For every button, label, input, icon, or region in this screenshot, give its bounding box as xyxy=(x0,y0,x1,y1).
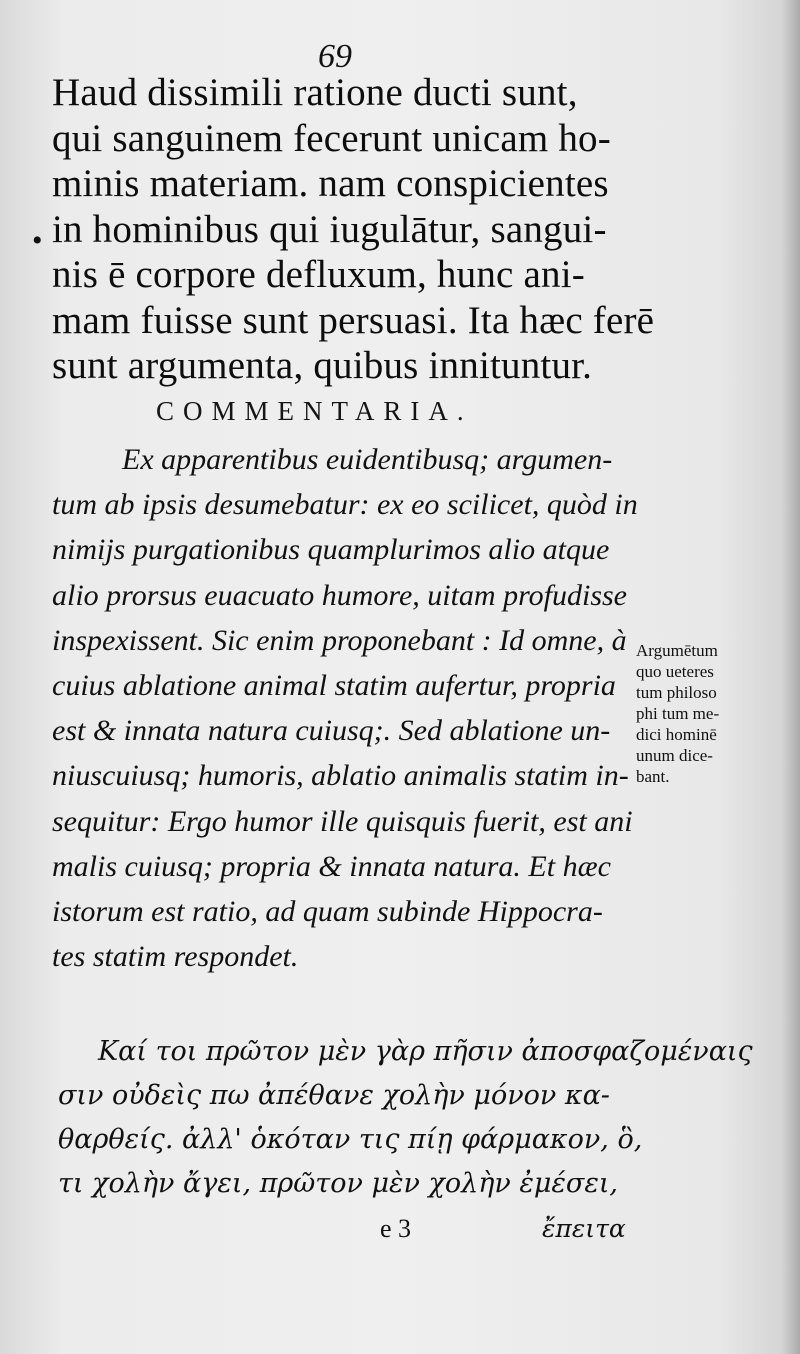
marginal-note-line: Argumētum xyxy=(636,641,718,660)
main-text-line: minis materiam. nam conspicientes xyxy=(52,162,609,205)
margin-marker: • xyxy=(32,224,43,257)
greek-quotation xyxy=(58,1030,753,1206)
commentary-block xyxy=(52,437,638,979)
commentary-line: alio prorsus euacuato humore, uitam profudisse xyxy=(52,578,627,612)
greek-line: σιν οὐδεὶς πω ἀπέθανε χολὴν μόνον κα- xyxy=(58,1080,610,1111)
main-text-line: nis ē corpore defluxum, hunc ani- xyxy=(52,253,585,296)
marginal-note-line: bant. xyxy=(636,767,670,786)
main-text-line: in hominibus qui iugulātur, sangui- xyxy=(52,207,607,251)
main-text-line: mam fuisse sunt persuasi. Ita hæc ferē xyxy=(52,298,655,342)
main-text-line: qui sanguinem fecerunt unicam ho- xyxy=(52,116,611,160)
commentary-line: inspexissent. Sic enim proponebant : Id omne, à xyxy=(52,623,627,657)
commentary-line: Ex apparentibus euidentibusq; argumen- xyxy=(122,443,613,476)
greek-line: Καί τοι πρῶτον μὲν γὰρ πῆσιν ἀποσφαζομέναις xyxy=(98,1036,753,1067)
main-text-line: Haud dissimili ratione ducti sunt, xyxy=(52,71,578,114)
commentary-line: sequitur: Ergo humor ille quisquis fuerit, est ani xyxy=(52,804,633,838)
commentary-line: niuscuiusq; humoris, ablatio animalis statim in- xyxy=(52,759,629,793)
commentary-line: nimijs purgationibus quamplurimos alio atque xyxy=(52,533,610,567)
commentary-line: est & innata natura cuiusq;. Sed ablatione un- xyxy=(52,714,611,748)
main-text-line: sunt argumenta, quibus innituntur. xyxy=(52,344,593,387)
greek-line: θαρθείς. ἀλλ' ὁκόταν τις πίῃ φάρμακον, ὃ, xyxy=(58,1124,643,1155)
section-heading: COMMENTARIA. xyxy=(156,396,473,426)
commentary-line: cuius ablatione animal statim aufertur, propria xyxy=(52,669,616,703)
catchword: ἔπειτα xyxy=(542,1214,626,1243)
commentary-line: istorum est ratio, ad quam subinde Hippocra- xyxy=(52,895,603,929)
main-text-block xyxy=(52,70,655,389)
commentary-line: tes statim respondet. xyxy=(52,940,299,974)
marginal-note-line: dici hominē xyxy=(636,725,717,744)
signature-mark: e 3 xyxy=(380,1214,412,1243)
page-number: 69 xyxy=(318,38,352,75)
commentary-line: tum ab ipsis desumebatur: ex eo scilicet, quòd in xyxy=(52,488,638,522)
marginal-note-line: unum dice- xyxy=(636,746,713,765)
commentary-line: malis cuiusq; propria & innata natura. Et hæc xyxy=(52,849,611,883)
marginal-note-line: tum philoso xyxy=(636,683,717,702)
marginal-note-line: quo ueteres xyxy=(636,662,714,681)
greek-line: τι χολὴν ἄγει, πρῶτον μὲν χολὴν ἐμέσει, xyxy=(58,1168,618,1199)
marginal-note-line: phi tum me- xyxy=(636,704,720,723)
marginal-note xyxy=(636,640,786,787)
